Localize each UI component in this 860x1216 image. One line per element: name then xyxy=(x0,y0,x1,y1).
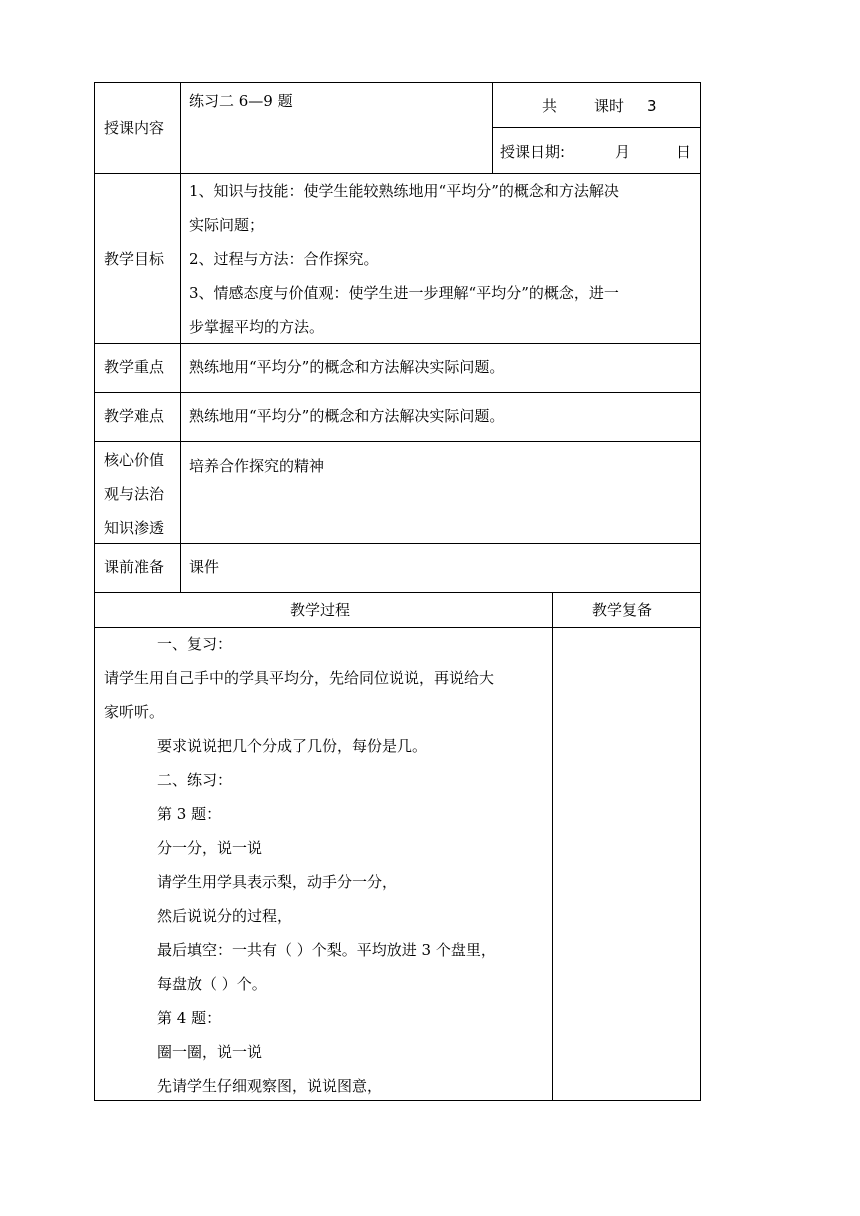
process-line: 第 4 题： xyxy=(157,1009,222,1027)
key-point-value: 熟练地用“平均分”的概念和方法解决实际问题。 xyxy=(189,358,505,376)
key-point-label: 教学重点 xyxy=(104,358,165,376)
rule xyxy=(700,82,701,1101)
rule xyxy=(94,592,701,593)
goals-line-3: 2、过程与方法：合作探究。 xyxy=(189,250,379,268)
preparation-value: 课件 xyxy=(189,558,220,576)
rule xyxy=(94,1100,701,1101)
core-values-label-2: 观与法治 xyxy=(104,485,165,503)
rule xyxy=(492,127,701,128)
rule xyxy=(552,592,553,1100)
lessons-number: 3 xyxy=(647,97,657,115)
rule xyxy=(94,82,701,83)
rule xyxy=(94,173,701,174)
rule xyxy=(94,343,701,344)
rule xyxy=(492,82,493,173)
process-line: 二、练习： xyxy=(157,771,233,789)
goals-line-1: 1、知识与技能：使学生能较熟练地用“平均分”的概念和方法解决 xyxy=(189,182,619,200)
process-line: 一、复习： xyxy=(157,635,233,653)
process-line: 每盘放（ ）个。 xyxy=(157,975,267,993)
rule xyxy=(94,627,701,628)
rule xyxy=(180,82,181,592)
reflection-header: 教学复备 xyxy=(592,601,653,619)
rule xyxy=(94,441,701,442)
process-line: 然后说说分的过程， xyxy=(157,907,293,925)
core-values-value: 培养合作探究的精神 xyxy=(189,457,325,475)
process-line: 家听听。 xyxy=(104,703,165,721)
goals-label: 教学目标 xyxy=(104,250,165,268)
difficulty-value: 熟练地用“平均分”的概念和方法解决实际问题。 xyxy=(189,407,505,425)
goals-line-2: 实际问题； xyxy=(189,216,265,234)
difficulty-label: 教学难点 xyxy=(104,407,165,425)
date-label: 授课日期: xyxy=(500,143,566,161)
rule xyxy=(94,82,95,1101)
process-line: 最后填空：一共有（ ）个梨。平均放进 3 个盘里， xyxy=(157,941,496,959)
process-line: 请学生用学具表示梨，动手分一分， xyxy=(157,873,398,891)
process-line: 要求说说把几个分成了几份，每份是几。 xyxy=(157,737,428,755)
date-day: 日 xyxy=(676,143,692,161)
content-value: 练习二 6—9 题 xyxy=(189,92,293,110)
lessons-unit: 课时 xyxy=(594,97,625,115)
goals-line-4: 3、情感态度与价值观：使学生进一步理解“平均分”的概念，进一 xyxy=(189,284,619,302)
core-values-label-3: 知识渗透 xyxy=(104,519,165,537)
rule xyxy=(94,543,701,544)
process-line: 圈一圈，说一说 xyxy=(157,1043,263,1061)
goals-line-5: 步掌握平均的方法。 xyxy=(189,318,325,336)
process-line: 先请学生仔细观察图，说说图意， xyxy=(157,1077,383,1095)
process-line: 第 3 题： xyxy=(157,805,222,823)
process-header: 教学过程 xyxy=(290,601,351,619)
rule xyxy=(94,392,701,393)
lessons-total-prefix: 共 xyxy=(542,97,558,115)
process-line: 分一分，说一说 xyxy=(157,839,263,857)
date-month: 月 xyxy=(615,143,631,161)
content-label: 授课内容 xyxy=(104,119,165,137)
process-line: 请学生用自己手中的学具平均分，先给同位说说，再说给大 xyxy=(104,669,495,687)
preparation-label: 课前准备 xyxy=(104,558,165,576)
core-values-label-1: 核心价值 xyxy=(104,451,165,469)
